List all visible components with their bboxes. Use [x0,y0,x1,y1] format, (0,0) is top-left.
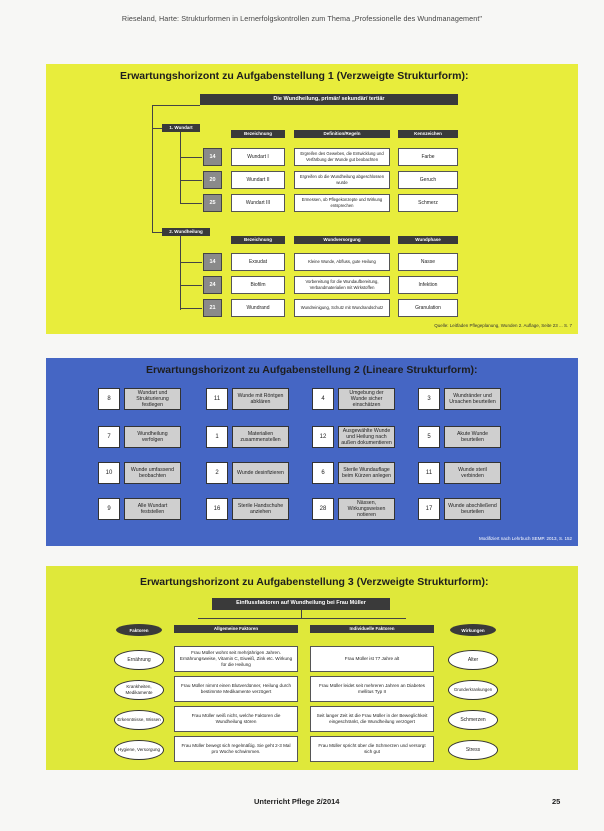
slide-1-source: Quelle: Leitfaden Pflegeplanung, Wunden 2. Auflage, Seite 23 ... S. 7 [434,323,572,328]
col-header: Kennzeichen [398,130,458,138]
group-1-label: 1. Wundart [162,124,200,132]
cell: Vorbereitung für die Wundaufbereitung, Verbandmaterialien mit Wirkstoffen [294,276,390,294]
page-number: 25 [552,797,561,806]
slide-3-title: Erwartungshorizont zu Aufgabenstellung 3 (Verzweigte Strukturform): [140,576,489,588]
cell: Kleine Wunde, Abfluss, gute Heilung [294,253,390,271]
slide-1 [46,64,578,334]
step-number: 11 [206,388,228,410]
tree-connector [180,157,202,158]
step-text: Nässen, Wirkungsweisen notieren [338,498,395,520]
cell: Ergreifen des Gewebes, die Entwicklung und Verfärbung der Wunde gut beobachten [294,148,390,166]
step-number: 3 [418,388,440,410]
header-left-oval: Faktoren [116,624,162,636]
step-number: 9 [98,498,120,520]
general-factor: Frau Müller wohnt seit mehrjährigen Jahren. Ernährungsweise, Vitamin C, Eiweiß, Zink etc. Wirkung für die Heilung [174,646,298,672]
cell: Infektion [398,276,458,294]
col-header: Wundphase [398,236,458,244]
effect-oval: Alter [448,650,498,670]
tree-connector [152,128,162,129]
step-text: Wunde abschließend beurteilen [444,498,501,520]
step-number: 8 [98,388,120,410]
cell: Schmerz [398,194,458,212]
effect-oval: Grunderkrankungen [448,680,498,700]
row-number: 24 [203,276,222,294]
cell: Granulation [398,299,458,317]
row-number: 25 [203,194,222,212]
factor-oval: Hygiene, Versorgung [114,740,164,760]
tree-connector [180,285,202,286]
tree-connector [152,105,200,106]
tree-connector [180,180,202,181]
individual-factor: Seit langer Zeit ist die Frau Müller in der Beweglichkeit eingeschränkt, die Wundheilung verzögert [310,706,434,732]
step-text: Wunde steril verbinden [444,462,501,484]
cell: Wundart II [231,171,285,189]
tree-connector [180,308,202,309]
cell: Biofilm [231,276,285,294]
step-text: Wundränder und Ursachen beurteilen [444,388,501,410]
step-text: Wundheilung verfolgen [124,426,181,448]
step-text: Materialien zusammenstellen [232,426,289,448]
tree-connector [152,232,162,233]
row-number: 14 [203,148,222,166]
step-text: Sterile Handschuhe anziehen [232,498,289,520]
journal-footer: Unterricht Pflege 2/2014 [254,797,340,806]
col-header: Bezeichnung [231,130,285,138]
col-header: Definition/Regeln [294,130,390,138]
general-factor: Frau Müller weiß nicht, welche Faktoren die Wundheilung stören [174,706,298,732]
cell: Geruch [398,171,458,189]
step-number: 1 [206,426,228,448]
cell: Ermessen, ob Pflegekonzepte und Wirkung entsprechen [294,194,390,212]
slide-2-title: Erwartungshorizont zu Aufgabenstellung 2 (Lineare Strukturform): [146,364,478,376]
cell: Nasse [398,253,458,271]
cell: Farbe [398,148,458,166]
cell: Wundreinigung, Schutz mit Wundrandschutz [294,299,390,317]
slide-2-source: Modifiziert nach Lehrbuch SEMP. 2013, S. 152 [479,536,572,541]
step-text: Ausgewählte Wunde und Heilung nach außen dokumentieren [338,426,395,448]
step-number: 4 [312,388,334,410]
cell: Wundart III [231,194,285,212]
slide-2 [46,358,578,546]
header-col1: Allgemeine Faktoren [174,625,298,633]
step-text: Alle Wundart feststellen [124,498,181,520]
step-number: 6 [312,462,334,484]
slide-1-title: Erwartungshorizont zu Aufgabenstellung 1 (Verzweigte Strukturform): [120,70,469,82]
cell: Ergreifen ob die Wundheilung abgeschlossen wurde [294,171,390,189]
cell: Wundrand [231,299,285,317]
step-text: Sterile Wundauflage beim Kürzen anlegen [338,462,395,484]
tree-connector [152,105,153,233]
step-text: Wunde umfassend beobachten [124,462,181,484]
step-number: 16 [206,498,228,520]
row-number: 14 [203,253,222,271]
tree-connector [180,132,181,204]
effect-oval: Stress [448,740,498,760]
step-number: 11 [418,462,440,484]
group-2-label: 2. Wundheilung [162,228,210,236]
cell: Wundart I [231,148,285,166]
step-number: 17 [418,498,440,520]
col-header: Wundversorgung [294,236,390,244]
tree-connector [180,203,202,204]
step-number: 7 [98,426,120,448]
tree-connector [180,236,181,310]
tree-connector [301,610,302,618]
general-factor: Frau Müller nimmt einen Blutverdünner, Heilung durch bestimmte Medikamente verzögert [174,676,298,702]
row-number: 21 [203,299,222,317]
individual-factor: Frau Müller ist 77 Jahre alt [310,646,434,672]
running-header: Rieseland, Harte: Strukturformen in Lernerfolgskontrollen zum Thema „Professionelle des Wundmanagement" [121,14,483,23]
effect-oval: Schmerzen [448,710,498,730]
factor-oval: Erkenntnisse, Wissen [114,710,164,730]
slide-3 [46,566,578,770]
step-text: Wunde mit Röntgen abklären [232,388,289,410]
individual-factor: Frau Müller spricht über die Schmerzen und versorgt sich gut [310,736,434,762]
step-number: 2 [206,462,228,484]
col-header: Bezeichnung [231,236,285,244]
header-right-oval: Wirkungen [450,624,496,636]
step-number: 12 [312,426,334,448]
header-col2: Individuelle Faktoren [310,625,434,633]
tree-connector [198,618,406,619]
row-number: 20 [203,171,222,189]
general-factor: Frau Müller bewegt sich regelmäßig. Sie geht 2-3 Mal pro Woche schwimmen. [174,736,298,762]
factor-oval: Ernährung [114,650,164,670]
slide-3-top-bar: Einflussfaktoren auf Wundheilung bei Frau Müller [212,598,390,610]
step-text: Akute Wunde beurteilen [444,426,501,448]
individual-factor: Frau Müller leidet seit mehreren Jahren an Diabetes mellitus Typ II [310,676,434,702]
step-number: 10 [98,462,120,484]
step-text: Wundart und Strukturierung festlegen [124,388,181,410]
step-number: 5 [418,426,440,448]
step-text: Wunde desinfizieren [232,462,289,484]
slide-1-top-bar: Die Wundheilung, primär/ sekundär/ tertiär [200,94,458,105]
factor-oval: Krankheiten, Medikamente [114,680,164,700]
step-number: 28 [312,498,334,520]
cell: Exsudat [231,253,285,271]
step-text: Umgebung der Wunde sicher einschätzen [338,388,395,410]
tree-connector [180,262,202,263]
